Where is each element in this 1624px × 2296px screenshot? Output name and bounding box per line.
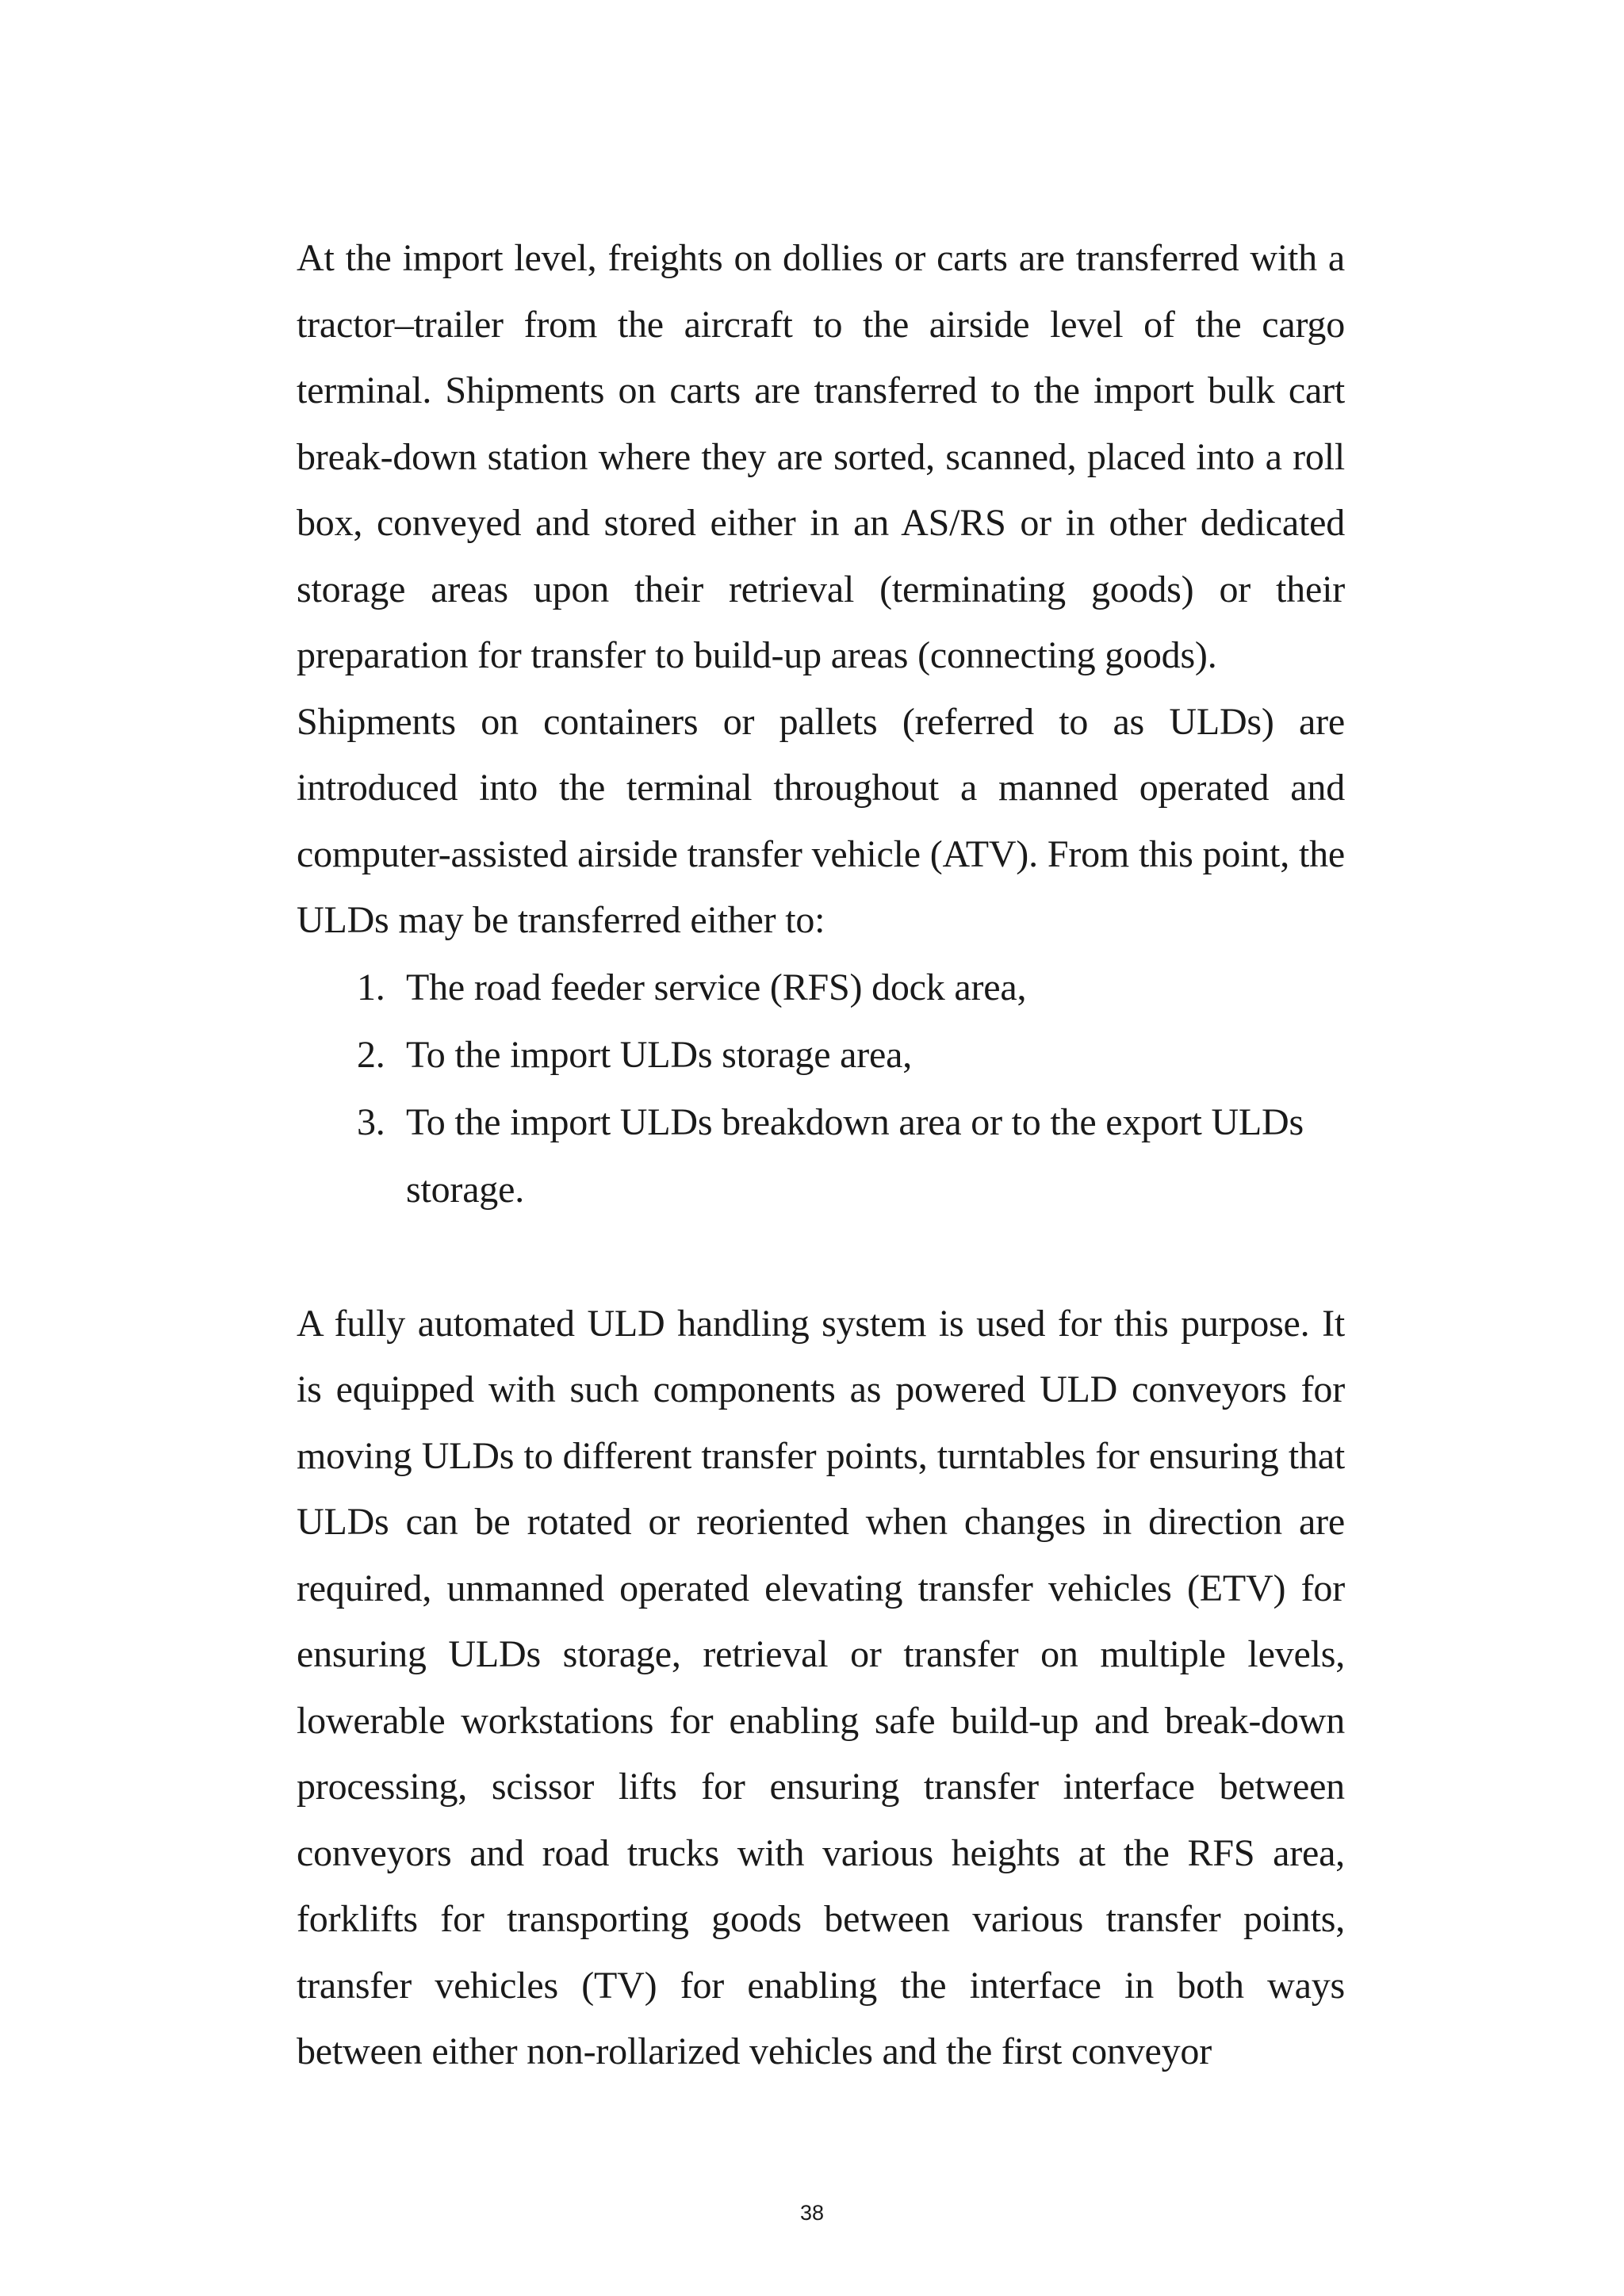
paragraph-import-level: At the import level, freights on dollies or carts are transferred with a tractor–trailer from the aircraft to the airside level of the cargo terminal. Shipments on carts are transferred to the import bulk cart break-down station where they are sorted, scanned, placed into a roll box, conveyed and stored either in an AS/RS or in other dedicated storage areas upon their retrieval (terminating goods) or their preparation for transfer to build-up areas (connecting goods). xyxy=(297,237,1345,676)
page-body xyxy=(297,225,1345,2085)
page-number: 38 xyxy=(799,2201,825,2225)
list-item-number: 1. xyxy=(357,966,385,1008)
paragraph-uld-handling-system: A fully automated ULD handling system is used for this purpose. It is equipped with such components as powered ULD conveyors for moving ULDs to different transfer points, turntables for ensuring that ULDs can be rotated or reoriented when changes in direction are required, unmanned operated elevating transfer vehicles (ETV) for ensuring ULDs storage, retrieval or transfer on multiple levels, lowerable workstations for enabling safe build-up and break-down processing, scissor lifts for ensuring transfer interface between conveyors and road trucks with various heights at the RFS area, forklifts for transporting goods between various transfer points, transfer vehicles (TV) for enabling the interface in both ways between either non-rollarized vehicles and the first conveyor xyxy=(297,1302,1345,2072)
list-item-number: 3. xyxy=(357,1100,385,1143)
list-item xyxy=(297,1021,1345,1089)
list-item-text: To the import ULDs storage area, xyxy=(406,1033,913,1076)
list-item-text: The road feeder service (RFS) dock area, xyxy=(406,966,1027,1008)
transfer-destinations-list xyxy=(297,954,1345,1223)
list-item-number: 2. xyxy=(357,1033,385,1076)
list-item xyxy=(297,1089,1345,1223)
list-item xyxy=(297,954,1345,1021)
list-item-text: To the import ULDs breakdown area or to the export ULDs storage. xyxy=(406,1100,1304,1211)
paragraph-spacer xyxy=(297,1223,1345,1291)
paragraph-shipments-uld: Shipments on containers or pallets (referred to as ULDs) are introduced into the terminal throughout a manned operated and computer-assisted airside transfer vehicle (ATV). From this point, the ULDs may be transferred either to: xyxy=(297,700,1345,941)
